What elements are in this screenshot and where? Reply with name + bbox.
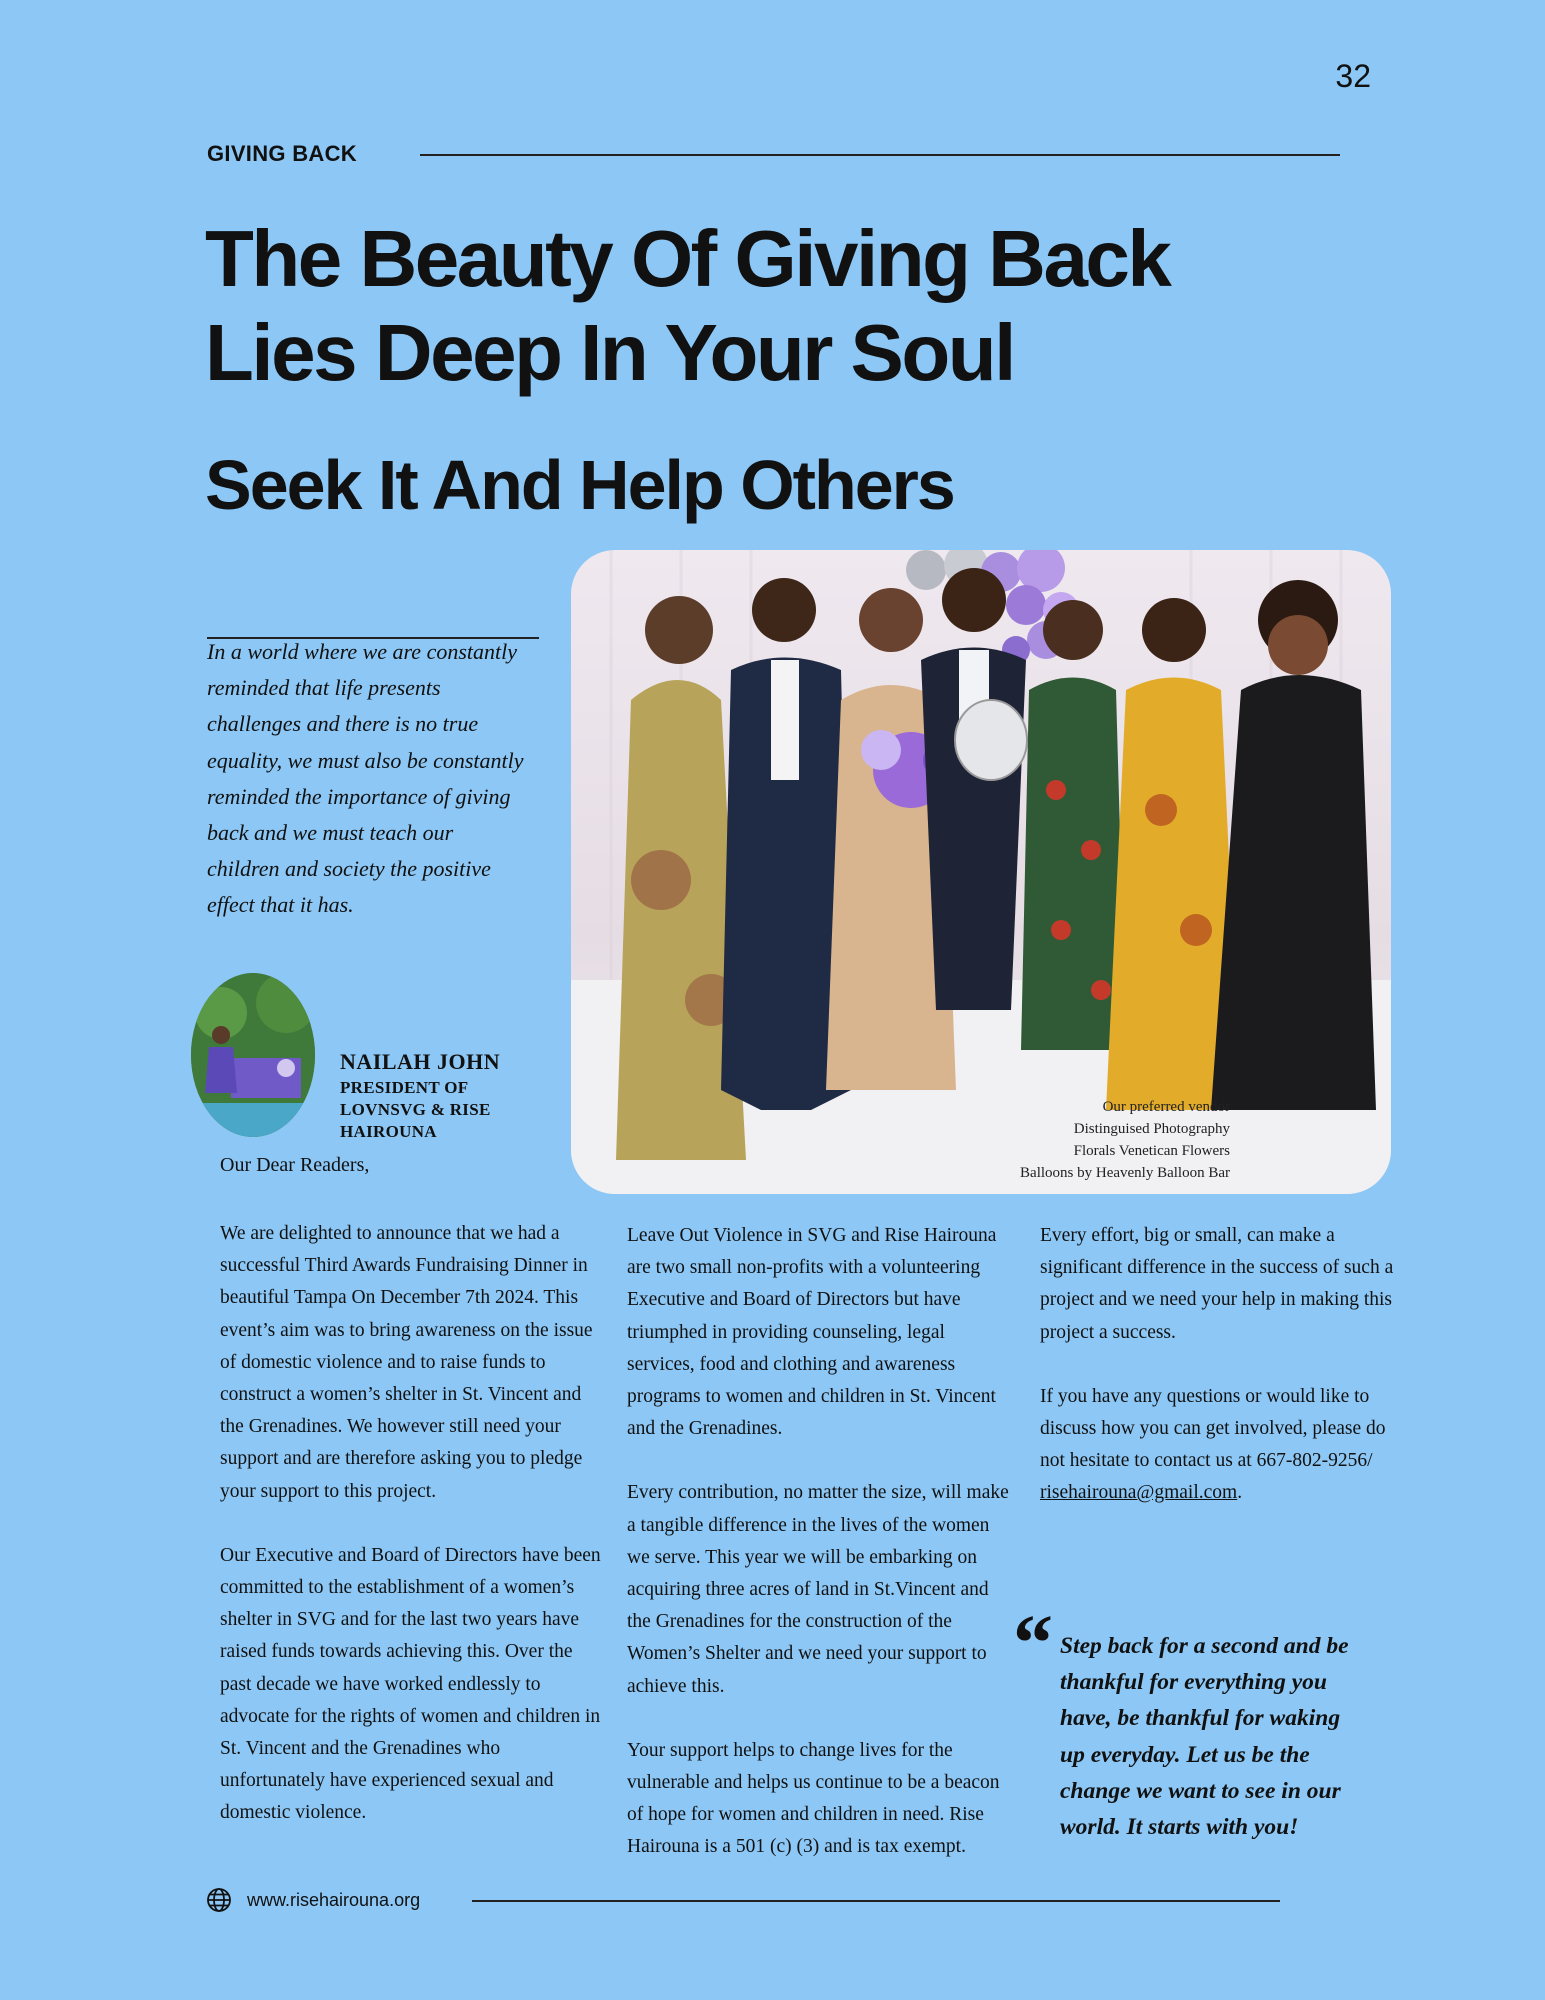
pull-quote: Step back for a second and be thankful for everything you have, be thankful for waking up everyday. Let us be the change we want to see in our world. It starts with you! — [1060, 1633, 1349, 1841]
paragraph: Our Executive and Board of Directors have been committed to the establishment of a women’s shelter in SVG and for the last two years have raised funds towards achieving this. Over the past decade we have worked endlessly to advocate for the rights of women and children in St. Vincent and the Grenadines who unfortunately have experienced sexual and domestic violence. — [220, 1544, 601, 1824]
paragraph: Your support helps to change lives for the vulnerable and helps us continue to be a beacon of hope for women and children in need. Rise Hairouna is a 501 (c) (3) and is tax exempt. — [627, 1739, 1000, 1858]
photo-caption — [960, 1096, 1230, 1184]
author-avatar — [191, 973, 315, 1137]
caption-line: Distinguised Photography — [1073, 1121, 1230, 1137]
subheadline: Seek It And Help Others — [205, 446, 954, 524]
caption-line: Balloons by Heavenly Balloon Bar — [1020, 1165, 1230, 1181]
paragraph: Leave Out Violence in SVG and Rise Hairouna are two small non-profits with a volunteering Executive and Board of Directors but have triumphed in providing counseling, legal services, food and clothing and awareness programs to women and children in St. Vincent and the Grenadines. — [627, 1225, 997, 1440]
contact-paragraph — [1040, 1381, 1395, 1510]
intro-text: In a world where we are constantly reminded that life presents challenges and there is no true equality, we must also be constantly reminded the importance of giving back and we must teach our children and society the positive effect that it has. — [207, 639, 524, 918]
section-label: GIVING BACK — [207, 141, 357, 166]
paragraph: We are delighted to announce that we had a successful Third Awards Fundraising Dinner in beautiful Tampa On December 7th 2024. This event’s aim was to bring awareness on the issue of domestic violence and to raise funds to construct a women’s shelter in St. Vincent and the Grenadines. We however still need your support and are therefore asking you to pledge your support to this project. — [220, 1223, 593, 1502]
author-role: PRESIDENT OF LOVNSVG & RISE HAIROUNA — [340, 1078, 491, 1141]
page-number: 32 — [1335, 58, 1371, 94]
globe-icon — [206, 1887, 232, 1913]
contact-text: If you have any questions or would like to discuss how you can get involved, please do not hesitate to contact us at — [1040, 1385, 1386, 1472]
website-link[interactable]: www.risehairouna.org — [247, 1890, 421, 1910]
caption-line: Our preferred vendor — [1102, 1099, 1230, 1115]
body-column-1 — [220, 1218, 602, 1862]
paragraph: Every contribution, no matter the size, will make a tangible difference in the lives of the women we serve. This year we will be embarking on acquiring three acres of land in St.Vincent and the Grenadines for the construction of the Women’s Shelter and we need your support to achieve this. — [627, 1482, 1009, 1697]
footer-divider — [472, 1900, 1280, 1902]
paragraph: Every effort, big or small, can make a significant difference in the success of such a project and we need your help in making this project a success. — [1040, 1225, 1394, 1343]
author-name: NAILAH JOHN — [340, 1049, 501, 1074]
email-link[interactable]: risehairouna@gmail.com — [1040, 1482, 1238, 1504]
section-divider — [420, 154, 1340, 156]
greeting: Our Dear Readers, — [220, 1154, 370, 1176]
phone-number: 667-802-9256/ — [1256, 1450, 1373, 1472]
headline: The Beauty Of Giving Back Lies Deep In Your Soul — [205, 214, 1170, 397]
caption-line: Florals Venetican Flowers — [1073, 1143, 1230, 1159]
body-column-2 — [627, 1220, 1017, 1896]
quote-mark-icon: “ — [1013, 1600, 1053, 1688]
body-column-3 — [1040, 1220, 1395, 1542]
sentence-end: . — [1237, 1482, 1243, 1504]
